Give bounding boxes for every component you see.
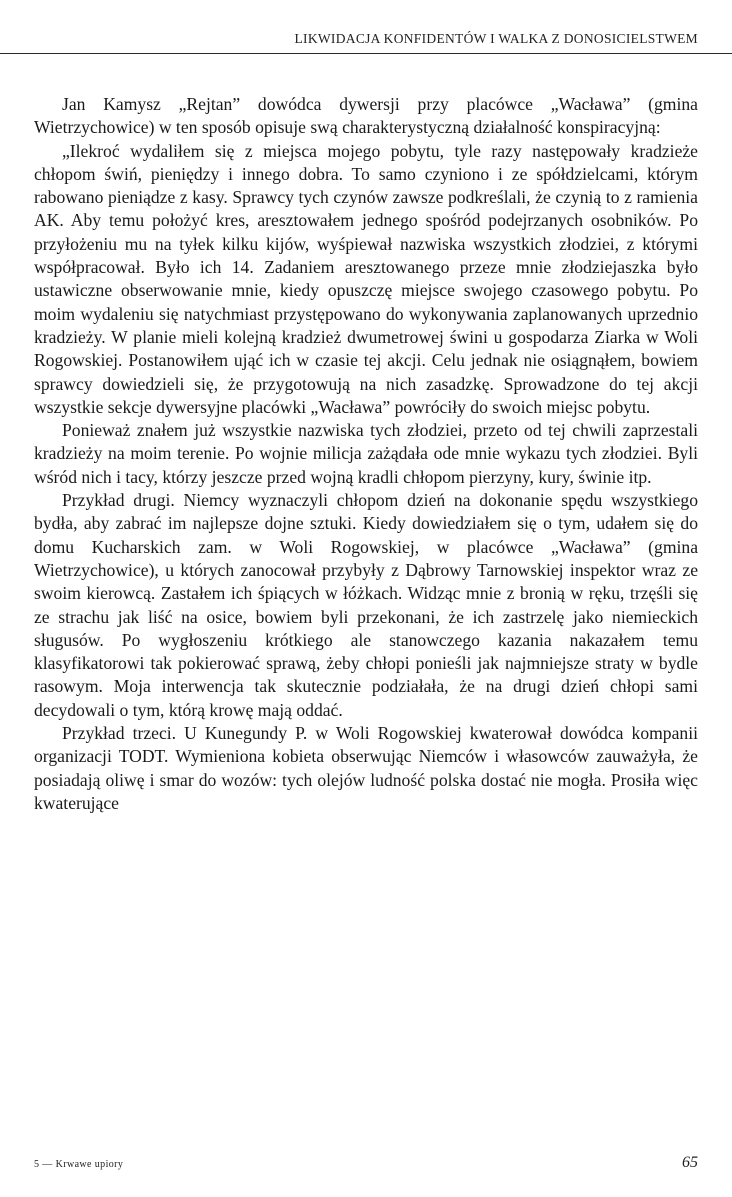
paragraph-quote: „Ilekroć wydaliłem się z miejsca mojego pobytu, tyle razy następowały kradzieże chłopom świń, pieniędzy i innego dobra. To samo czyniono i ze spółdzielcami, którym rabowano pieniądze z kasy. Sprawcy tych czynów zawsze podkreślali, że czynią to z ramienia AK. Aby temu położyć kres, aresztowałem jednego spośród podejrzanych osobników. Po przyłożeniu mu na tyłek kilku kijów, wyśpiewał nazwiska wszystkich złodziei, z którymi współpracował. Było ich 14. Zadaniem aresztowanego przeze mnie złodziejaszka było ustawiczne obserwowanie mnie, kiedy opuszczę miejsce swojego czasowego pobytu. Po moim wydaleniu się natychmiast przystępowano do wykonywania zaplanowanych uprzednio kradzieży. W planie mieli kolejną kradzież dwumetrowej świni u gospodarza Ziarka w Woli Rogowskiej. Postanowiłem ująć ich w czasie tej akcji. Celu jednak nie osiągnąłem, bowiem sprawcy dowiedzieli się, że przygotowują na nich zasadzkę. Sprowadzone do tej akcji wszystkie sekcje dywersyjne placówki „Wacława” powróciły do swoich miejsc pobytu.: [34, 140, 698, 417]
running-header: LIKWIDACJA KONFIDENTÓW I WALKA Z DONOSICIELSTWEM: [294, 31, 698, 46]
paragraph-example-three: Przykład trzeci. U Kunegundy P. w Woli Rogowskiej kwaterował dowódca kompanii organizacji TODT. Wymieniona kobieta obserwując Niemców i własowców zauważyła, że posiadają oliwę i smar do wozów: tych olejów ludność polska dostać nie mogła. Prosiła więc kwaterujące: [34, 723, 698, 813]
printer-signature: 5 — Krwawe upiory: [34, 1159, 124, 1170]
paragraph-thieves-names: Ponieważ znałem już wszystkie nazwiska tych złodziei, przeto od tej chwili zaprzestali kradzieży na moim terenie. Po wojnie milicja zażądała ode mnie wykazu tych złodziei. Byli wśród nich i tacy, którzy jeszcze przed wojną kradli chłopom pierzyny, kury, świnie itp.: [34, 420, 698, 487]
paragraph-example-two: Przykład drugi. Niemcy wyznaczyli chłopom dzień na dokonanie spędu wszystkiego bydła, aby zabrać im najlepsze dojne sztuki. Kiedy dowiedziałem się o tym, udałem się do domu Kucharskich zam. w Woli Rogowskiej, w placówce „Wacława” (gmina Wietrzychowice), u których zanocował przybyły z Dąbrowy Tarnowskiej inspektor wraz ze swoim kierowcą. Zastałem ich śpiących w łóżkach. Widząc mnie z bronią w ręku, trzęśli się ze strachu jak liść na osice, bowiem byli przekonani, że ich zastrzelę jako niemieckich sługusów. Po wygłoszeniu krótkiego ale stanowczego kazania nakazałem temu klasyfikatorowi tak pokierować sprawą, żeby chłopi ponieśli jak najmniejsze straty w bydle rasowym. Moja interwencja tak skutecznie podziałała, że na drugi dzień chłopi sami decydowali o tym, którą krowę mają oddać.: [34, 490, 698, 720]
body-text: [34, 93, 698, 815]
page-number: 65: [682, 1154, 698, 1171]
header-divider: [0, 53, 732, 54]
paragraph-intro: Jan Kamysz „Rejtan” dowódca dywersji przy placówce „Wacława” (gmina Wietrzychowice) w ten sposób opisuje swą charakterystyczną działalność konspiracyjną:: [34, 94, 698, 138]
